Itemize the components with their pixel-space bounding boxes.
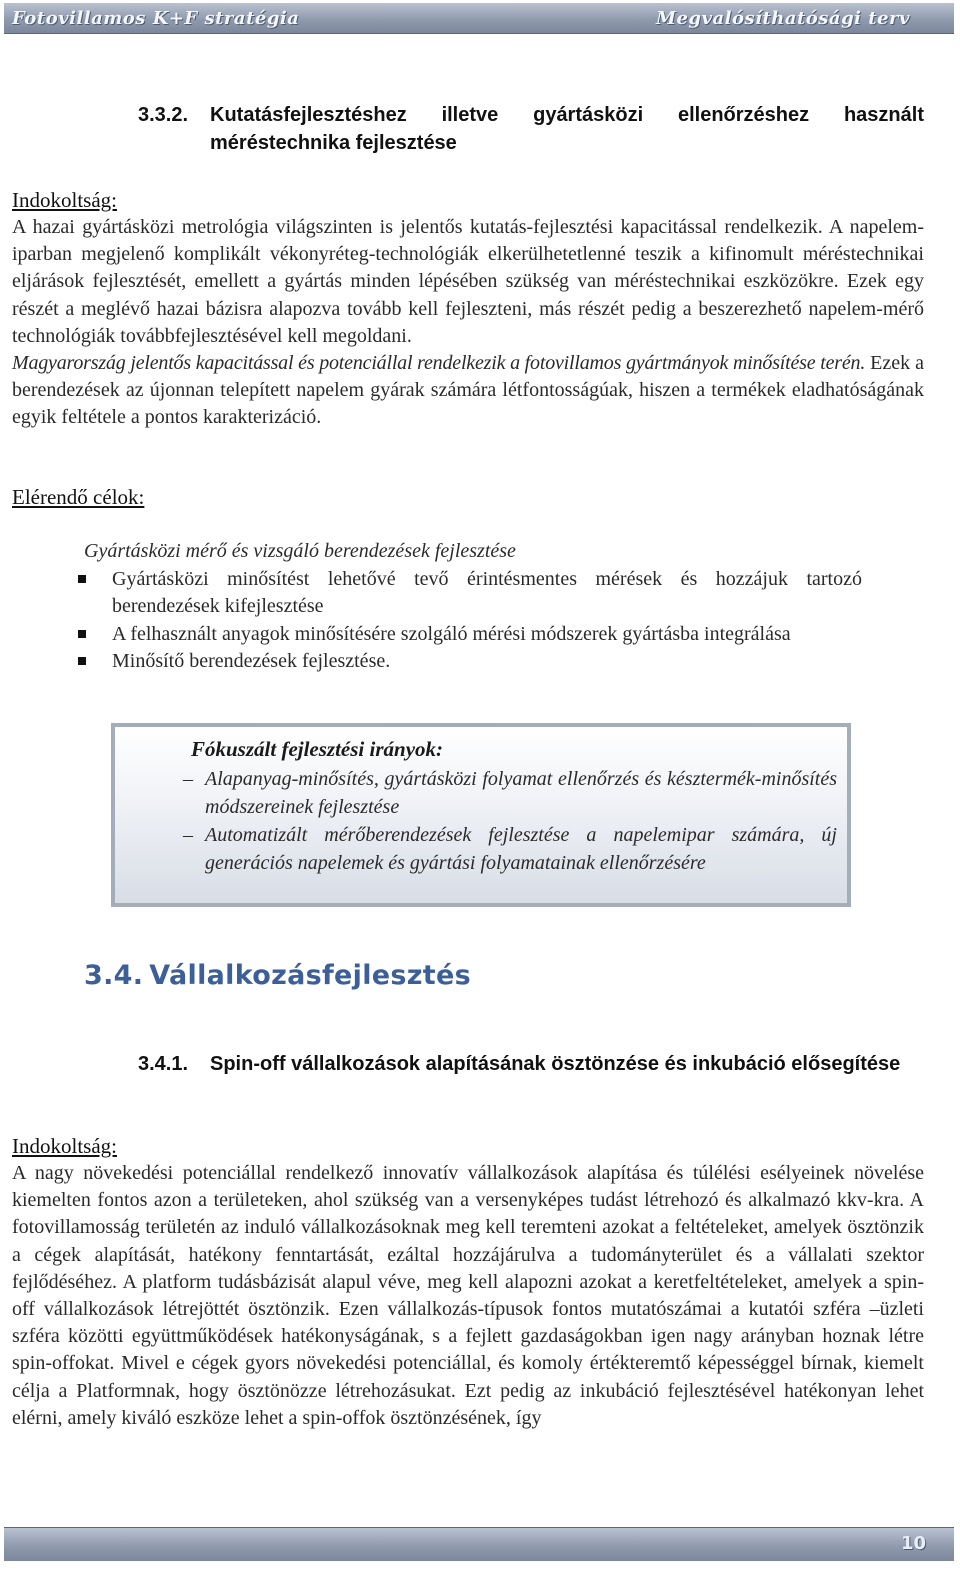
focus-item-text: Alapanyag-minősítés, gyártásközi folyamat ellenőrzés és késztermék-minősítés módszereinek fejlesztése [205,768,837,818]
section-332-number: 3.3.2. [138,104,189,126]
goal-text: Gyártásközi minősítést lehetővé tevő érintésmentes mérések és hozzájuk tartozó berendezések kifejlesztése [112,568,862,618]
section-332-paragraph-2-rest: Ezek a berendezések az újonnan telepített napelem gyárak számára létfontosságúak, hiszen a termékek eladhatóságának egyik feltétele a pontos karakterizáció. [12,352,924,429]
section-332-title: Kutatásfejlesztéshez illetve gyártásközi ellenőrzéshez használt méréstechnika fejlesztése [210,104,924,154]
focus-item-text: Automatizált mérőberendezések fejlesztése a napelemipar számára, új generációs napelemek és gyártási folyamatainak ellenőrzésére [205,824,837,874]
header-left-title: Fotovillamos K+F stratégia [12,8,300,29]
section-341-heading [138,1050,924,1078]
page-number: 10 [900,1533,926,1554]
square-bullet-icon [78,657,86,665]
dash-bullet-icon: – [183,824,193,846]
section-332-paragraph-1: A hazai gyártásközi metrológia világszinten is jelentős kutatás-fejlesztési kapacitással rendelkezik. A napelem-iparban megjelenő komplikált vékonyréteg-technológiák elkerülhetetlenné teszik a kifinomult méréstechnikai eljárások fejlesztését, emellett a gyártás minden lépésében szükség van méréstechnikai eszközökre. Ezek egy részét a meglévő hazai bázisra alapozva tovább kell fejleszteni, más részét pedig a beszerezhető napelem-mérő technológiák továbbfejlesztésével kell megoldani. [12,216,924,347]
page-footer-bar [4,1527,954,1561]
section-341-number: 3.4.1. [138,1053,189,1075]
focus-item [181,821,837,877]
justification-label-332: Indokoltság: [12,188,117,212]
dash-bullet-icon: – [183,768,193,790]
section-332-heading [138,101,924,157]
goals-label: Elérendő célok: [12,485,145,509]
justification-label-341: Indokoltság: [12,1134,117,1158]
goal-item [76,566,862,621]
square-bullet-icon [78,630,86,638]
section-341-title: Spin-off vállalkozások alapításának ösztönzése és inkubáció elősegítése [210,1053,901,1075]
section-341-paragraph-1: A nagy növekedési potenciállal rendelkező innovatív vállalkozások alapítása és túlélési esélyeinek növelése kiemelten fontos azon a területeken, ahol szükség van a versenyképes tudást létrehozó és alkalmazó kkv-kra. A fotovillamosság területén az induló vállalkozásoknak meg kell teremteni azokat a feltételeket, amelyek ösztönzik a cégek alapítását, hatékony fenntartását, ezáltal hozzájárulva a tudományterület és a vállalati szektor fejlődéséhez. A platform tudásbázisát alapul véve, meg kell alapozni azokat a keretfeltételeket, amelyek a spin-off vállalkozások létrejöttét ösztönzik. Ezen vállalkozás-típusok fontos mutatószámai a kutatói szféra –üzleti szféra közötti együttműködések hatékonyságának, s a fejlett gazdaságokban igen nagy arányban hoznak létre spin-offokat. Mivel e cégek gyors növekedési potenciállal, és komoly értékteremtő képességgel bírnak, kiemelt célja a Platformnak, hogy ösztönözze létrehozásukat. Ezt pedig az inkubáció fejlesztésével hatékonyan lehet elérni, amely kiváló eszköze lehet a spin-offok ösztönzésének, így [12,1162,924,1429]
goal-text: Minősítő berendezések fejlesztése. [112,650,391,673]
header-right-title: Megvalósíthatósági terv [656,8,910,29]
square-bullet-icon [78,575,86,583]
goal-item [76,648,862,675]
goal-item [76,621,862,648]
focus-directions-box [111,723,851,907]
section-332-body [12,214,924,432]
focus-directions-list [181,765,837,877]
page-header-bar [4,3,954,34]
goals-list [76,566,862,676]
section-332-paragraph-2 [12,350,924,432]
focus-box-title: Fókuszált fejlesztési irányok: [191,737,444,761]
focus-item [181,765,837,821]
section-34-number: 3.4. [84,960,144,991]
goals-subtitle: Gyártásközi mérő és vizsgáló berendezések fejlesztése [84,540,516,562]
section-332-paragraph-2-italic: Magyarország jelentős kapacitással és potenciállal rendelkezik a fotovillamos gyártmányok minősítése terén. [12,352,866,375]
section-34-title: Vállalkozásfejlesztés [149,960,471,991]
section-34-heading [84,960,471,991]
goal-text: A felhasznált anyagok minősítésére szolgáló mérési módszerek gyártásba integrálása [112,622,791,645]
